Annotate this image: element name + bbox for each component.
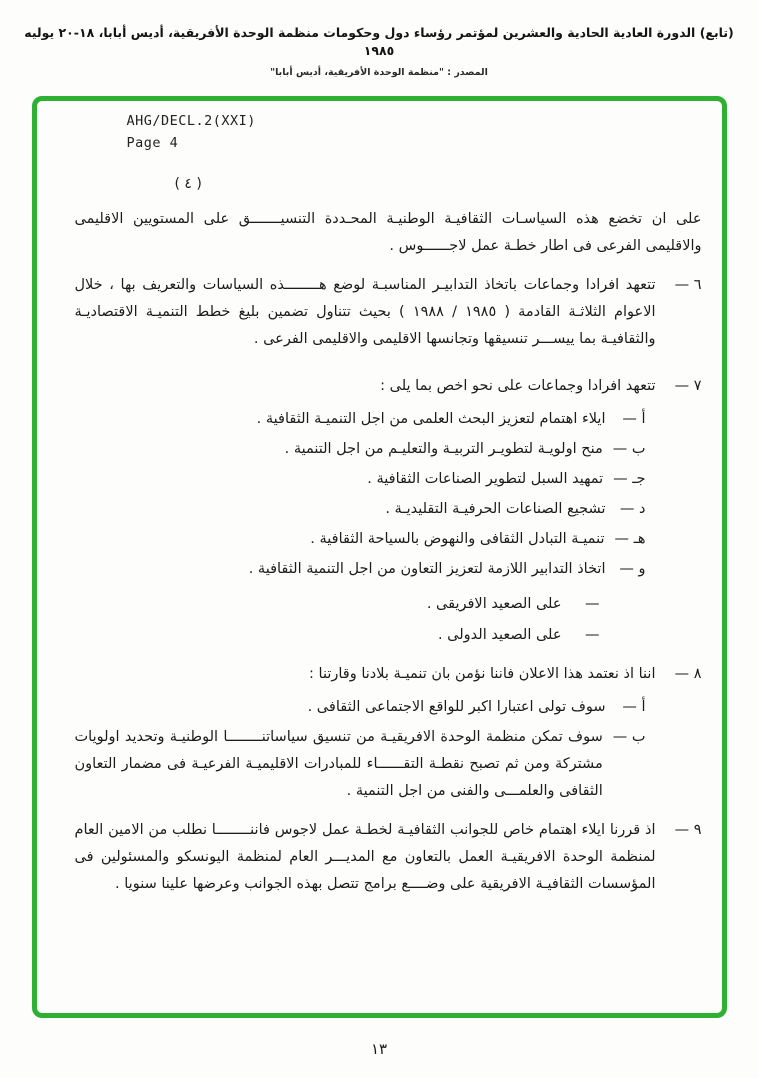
- sub-item-text: اتخاذ التدابير اللازمة لتعزيز التعاون من اجل التنمية الثقافية .: [248, 561, 606, 578]
- sub-item-7b: [75, 436, 646, 463]
- item-number: ٨ —: [674, 666, 702, 683]
- sub-item-text: سوف تولى اعتبارا اكبر للواقع الاجتماعى الثقافى .: [307, 699, 606, 716]
- item-text: اننا اذ نعتمد هذا الاعلان فاننا نؤمن بان تنميـة بلادنا وقارتنا :: [309, 666, 656, 683]
- list-item-9: [75, 817, 702, 898]
- document-body: [75, 206, 702, 898]
- list-item-6: [75, 272, 702, 353]
- sub-item-7a: [75, 406, 646, 433]
- sub-item-8b: [75, 724, 646, 805]
- sub-item-text: تمهيد السبل لتطوير الصناعات الثقافية .: [367, 471, 604, 488]
- item-number: ٩ —: [674, 822, 702, 839]
- page-header: [0, 0, 758, 78]
- item-number: ٧ —: [674, 378, 702, 395]
- source-note: المصدر : "منظمة الوحدة الأفريقية، أديس أبابا": [270, 67, 488, 79]
- sub-item-text: منح اولويـة لتطويـر التربيـة والتعليـم من اجل التنمية .: [284, 441, 603, 458]
- item-text: اذ قررنا ايلاء اهتمام خاص للجوانب الثقافيـة لخطـة عمل لاجوس فاننــــــــا نطلب من الامين العام لمنظمة الوحدة الافريقيـة العمل بالتعاون مع المديـــر العام لمنظمة اليونسكو والمسئولين فى المؤسسات الثقافيـة الافريقية على وضــــع برامج تتصل بهذه الجوانب وعرضها علينا سنويا .: [74, 822, 656, 893]
- list-item-8: [75, 661, 702, 688]
- conference-title: (تابع) الدورة العادية الحادية والعشرين لمؤتمر رؤساء دول وحكومات منظمة الوحدة الأفريقية، أديس أبابا، ١٨-٢٠ يوليه ١٩٨٥: [24, 25, 734, 59]
- sub-item-letter: و —: [619, 561, 646, 578]
- sub-item-7f: [75, 556, 646, 583]
- document-id-block: [127, 111, 702, 154]
- document-reference: AHG/DECL.2(XXI): [126, 113, 256, 130]
- sub-item-8a: [75, 694, 646, 721]
- sub-item-letter: جـ —: [613, 471, 646, 488]
- scope-line-international: [75, 622, 600, 649]
- scope-text: على الصعيد الدولى .: [437, 627, 562, 644]
- page-number: ١٣: [370, 1040, 388, 1059]
- sub-item-text: تنميـة التبادل الثقافى والنهوض بالسياحة الثقافية .: [310, 531, 605, 548]
- sub-item-7c: [75, 466, 646, 493]
- green-highlight-frame: [32, 96, 727, 1018]
- arabic-page-marker: ( ٤ ): [174, 176, 202, 193]
- sub-item-letter: هـ —: [614, 531, 646, 548]
- scope-text: على الصعيد الافريقى .: [426, 596, 562, 613]
- dash-marker: —: [585, 627, 600, 644]
- intro-paragraph: على ان تخضع هذه السياسـات الثقافيـة الوطنيـة المحـددة التنسيـــــــق على المستويين الاقليمى والاقليمى الفرعى فى اطار خطـة عمل لاجــــــوس .: [74, 211, 702, 255]
- sub-item-text: سوف تمكن منظمة الوحدة الافريقيـة من تنسيق سياساتنــــــــا الوطنيـة وتحديد اولويات مشتركة ومن ثم تصبح نقطـة التقــــــاء للمبادرات الاقليميـة الفرعيـة فى مضمار التعاون الثقافى والعلمـــى والفنى من اجل التنمية .: [74, 729, 603, 800]
- sub-item-letter: ب —: [612, 441, 646, 458]
- list-item-7: [75, 373, 702, 400]
- sub-item-7e: [75, 526, 646, 553]
- document-page-label: Page 4: [126, 134, 179, 151]
- item-text: تتعهد افرادا وجماعات باتخاذ التدابيـر المناسبـة لوضع هــــــــذه السياسات والتعريف بها ، خلال الاعوام الثلاثـة القادمة ( ١٩٨٥ / ١٩٨٨ ) بحيث تتناول تضمين بليغ خطط التنميـة الاقتصاديـة والثقافيـة بما ييســـر تنسيقها وتجانسها الاقليمى والاقليمى الفرعى .: [74, 277, 656, 348]
- sub-item-letter: د —: [619, 501, 646, 518]
- scope-line-african: [75, 591, 600, 618]
- item-number: ٦ —: [674, 277, 702, 294]
- sub-item-7d: [75, 496, 646, 523]
- item-text: تتعهد افرادا وجماعات على نحو اخص بما يلى :: [380, 378, 656, 395]
- dash-marker: —: [585, 596, 600, 613]
- sub-item-letter: أ —: [622, 699, 646, 716]
- sub-item-text: ايلاء اهتمام لتعزيز البحث العلمى من اجل التنميـة الثقافية .: [256, 411, 606, 428]
- sub-item-text: تشجيع الصناعات الحرفيـة التقليديـة .: [385, 501, 606, 518]
- sub-item-letter: أ —: [622, 411, 646, 428]
- sub-item-letter: ب —: [612, 729, 646, 746]
